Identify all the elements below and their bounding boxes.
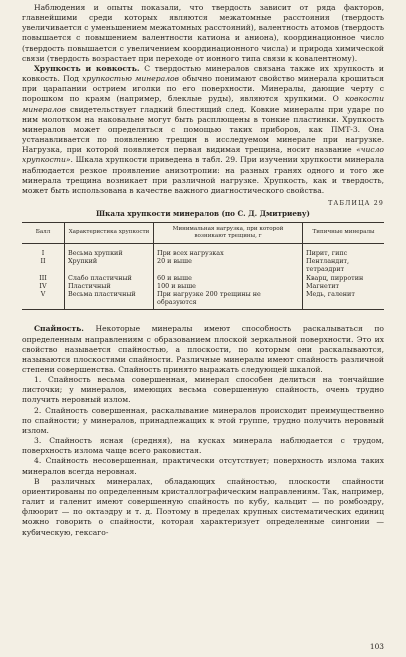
- cell-load: 60 и выше: [154, 274, 303, 282]
- cleavage-text: Некоторые минералы имеют способность раскалываться по определенным направлениям с образованием плоской зеркальной поверхности. Это их свойство называется спайностью, а плоскости, по которым они раскалываются, называются плоскостями спайности. Различные минералы имеют спайность различной степени совершенства. Спайность принято выражать следующей шкалой.: [22, 324, 384, 375]
- term-brittleness-minerals: хрупкостью минералов: [82, 74, 179, 84]
- paragraph-cleavage: [22, 324, 384, 375]
- paragraph-cleavage-orientation: В различных минералах, обладающих спайностью, плоскости спайности ориентированы по определенным кристаллографическим направлениям. Так, например, галит и галенит имеют совершенную спайность по кубу, кальцит — по ромбоэдру, флюорит — по октаэдру и т. д. Поэтому в пределах крупных систематических единиц можно говорить о спайности, которая характеризует определенные сингонии — кубическую, гексаго-: [22, 476, 384, 537]
- brittleness-text-3: свидетельствует гладкий блестящий след. Ковкие минералы при ударе по ним молотком на наковальне могут быть расплющены в тонкие пластинки. Хрупкость минералов может определяться с помощью таких приборов, как ПМТ-3. Она устанавливается по появлению трещин в исследуемом минерале при нагрузке. Нагрузка, при которой появляется первая видимая трещина, носит название: [22, 104, 384, 155]
- brittleness-text-2: обычно понимают свойство минерала крошиться при царапании острием иголки по его поверхности. Минералы, дающие черту с порошком по краям (например, блеклые руды), являются хрупкими. О: [22, 74, 384, 104]
- header-characteristic: Характеристика хрупкости: [65, 222, 154, 243]
- cell-characteristic: Весьма пластичный: [65, 290, 154, 310]
- brittleness-text-1: С твердостью минералов связана также их хрупкость и ковкость. Под: [22, 63, 384, 84]
- table-label: ТАБЛИЦА 29: [328, 199, 384, 207]
- table-row: [22, 290, 384, 310]
- cell-minerals: Магнетит: [303, 282, 385, 290]
- cell-minerals: Пирит, гипс: [303, 243, 385, 257]
- page-number: 103: [369, 642, 384, 651]
- scale-item-4: 4. Спайность несовершенная, практически отсутствует; поверхность излома таких минералов всегда неровная.: [22, 456, 384, 476]
- brittleness-scale-table: [22, 222, 384, 310]
- header-score: Балл: [22, 222, 65, 243]
- scale-item-3: 3. Спайность ясная (средняя), на кусках минерала наблюдается с трудом, поверхность излома чаще всего раковистая.: [22, 436, 384, 456]
- cell-score: II: [40, 257, 46, 266]
- cell-characteristic: Хрупкий: [65, 257, 154, 273]
- table-header-row: [22, 222, 384, 243]
- cell-score: IV: [39, 281, 47, 290]
- cell-score: V: [40, 289, 46, 298]
- scale-item-1: 1. Спайность весьма совершенная, минерал способен делиться на тончайшие листочки; у минералов, имеющих весьма совершенную спайность, очень трудно получить неровный излом.: [22, 375, 384, 405]
- cell-load: При всех нагрузках: [154, 243, 303, 257]
- cell-load: 20 и выше: [154, 257, 303, 273]
- table-row: [22, 282, 384, 290]
- table-title: Шкала хрупкости минералов (по С. Д. Дмитриеву): [96, 208, 310, 218]
- cell-minerals: Медь, галенит: [303, 290, 385, 310]
- term-cleavage: Спайность.: [34, 324, 84, 334]
- term-brittleness: Хрупкость и ковкость.: [34, 63, 140, 73]
- term-malleability: ковкости минералов: [22, 94, 384, 114]
- paragraph-brittleness: [22, 64, 384, 196]
- cell-load: При нагрузке 200 трещины не образуются: [154, 290, 303, 310]
- cell-score: III: [39, 273, 47, 282]
- cell-characteristic: Слабо пластичный: [65, 274, 154, 282]
- scale-item-2: 2. Спайность совершенная, раскалывание минералов происходит преимущественно по спайности; у минералов, принадлежащих к этой группе, трудно получить неровный излом.: [22, 405, 384, 435]
- paragraph-hardness-factors: Наблюдения и опыты показали, что твердость зависит от ряда факторов, главнейшими среди которых являются межатомные расстояния (твердость увеличивается с уменьшением межатомных расстояний), валентность атомов (твердость повышается с повышением валентности катиона и аниона), координационное число (твердость повышается с увеличением координационного числа) и природа химической связи (твердость возрастает при переходе от ионного типа связи к ковалентному).: [22, 3, 384, 63]
- header-minerals: Типичные минералы: [303, 222, 385, 243]
- cell-minerals: Пентландит, тетраэдрит: [303, 257, 385, 273]
- cell-load: 100 и выше: [154, 282, 303, 290]
- table-row: [22, 274, 384, 282]
- cell-characteristic: Пластичный: [65, 282, 154, 290]
- cell-score: I: [41, 248, 45, 257]
- brittleness-text-4: . Шкала хрупкости приведена в табл. 29. При изучении хрупкости минерала наблюдается резкое проявление анизотропии: на разных гранях одного и того же минерала трещина возникает при различной нагрузке. Хрупкость, как и твердость, может быть использована в качестве важного диагностического свойства.: [22, 155, 384, 195]
- term-brittleness-number: «число хрупкости»: [22, 145, 384, 165]
- cell-characteristic: Весьма хрупкий: [65, 243, 154, 257]
- table-row: [22, 243, 384, 257]
- cell-minerals: Кварц, пирротин: [303, 274, 385, 282]
- table-caption-row: [22, 200, 384, 207]
- header-min-load: Минимальная нагрузка, при которой возникают трещины, г: [154, 222, 303, 243]
- table-row: [22, 257, 384, 273]
